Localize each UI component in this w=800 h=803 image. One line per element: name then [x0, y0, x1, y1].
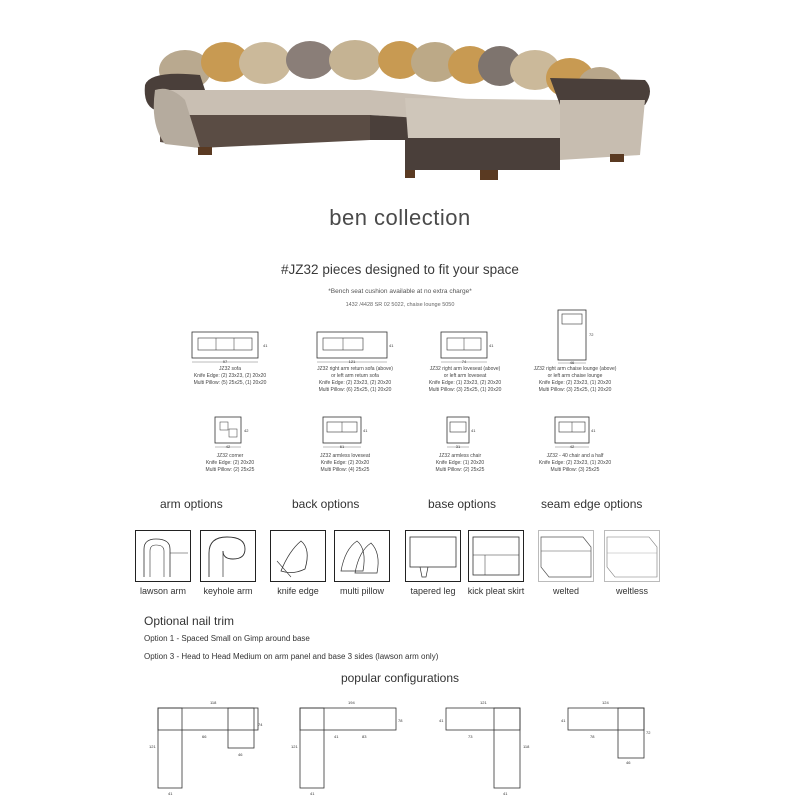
svg-text:194: 194: [348, 700, 355, 705]
piece-armless-chair: [395, 415, 525, 474]
popular-configurations-title: popular configurations: [340, 671, 460, 685]
option-welted: welted: [538, 530, 594, 596]
svg-text:74: 74: [461, 359, 467, 364]
multi-pillow-icon: [334, 530, 390, 582]
chair-and-a-half-diagram: [545, 415, 605, 451]
svg-text:118: 118: [210, 700, 217, 705]
piece-right-arm-chaise: [510, 308, 640, 394]
chaise-diagram: [550, 308, 600, 364]
svg-text:78: 78: [398, 718, 403, 723]
svg-text:121: 121: [480, 700, 487, 705]
option-multi-pillow: multi pillow: [334, 530, 390, 596]
svg-text:72: 72: [646, 730, 651, 735]
svg-text:41: 41: [591, 428, 596, 433]
config-4: [560, 698, 670, 803]
config-1: [148, 698, 268, 803]
piece-caption: JZ32 - 40 chair and a half Knife Edge: (2) 23x23, (1) 20x20 Multi Pillow: (3) 25x25: [538, 453, 612, 473]
base-options-header: base options: [428, 497, 497, 511]
kick-pleat-skirt-icon: [468, 530, 524, 582]
nail-trim-title: Optional nail trim: [144, 614, 235, 628]
back-options-header: back options: [292, 497, 360, 511]
option-weltless: weltless: [604, 530, 660, 596]
piece-caption: JZ32 right arm loveseat (above) or left arm loveseat Knife Edge: (1) 23x23, (2) 20x20 Multi Pillow: (3) 25x25, (1) 20x20: [428, 366, 502, 393]
piece-caption: JZ32 right arm return sofa (above) or left arm return sofa Knife Edge: (2) 23x23, (2) 20x20 Multi Pillow: (6) 25x25, (1) 20x20: [317, 366, 393, 393]
svg-text:66: 66: [202, 734, 207, 739]
svg-text:41: 41: [389, 343, 394, 348]
option-tapered-leg: tapered leg: [405, 530, 461, 596]
piece-armless-loveseat: [280, 415, 410, 474]
svg-text:41: 41: [561, 718, 566, 723]
svg-text:74: 74: [258, 722, 263, 727]
keyhole-arm-icon: [200, 530, 256, 582]
svg-text:121: 121: [348, 359, 356, 364]
svg-text:42: 42: [225, 444, 231, 449]
sectional-sofa-photo: [140, 30, 660, 200]
piece-caption: JZ32 right arm chaise lounge (above) or left arm chaise lounge Knife Edge: (2) 23x23, (1) 20x20 Multi Pillow: (3) 25x25, (1) 20x20: [533, 366, 617, 393]
svg-text:78: 78: [590, 734, 595, 739]
collection-title: ben collection: [329, 205, 471, 230]
svg-text:42: 42: [244, 428, 249, 433]
weltless-icon: [604, 530, 660, 582]
pieces-subtitle: *Bench seat cushion available at no extra charge*: [328, 288, 472, 295]
svg-text:72: 72: [589, 332, 594, 337]
config-3: [438, 698, 548, 803]
svg-text:46: 46: [569, 360, 575, 364]
corner-diagram: [205, 415, 255, 451]
svg-text:46: 46: [626, 760, 631, 765]
piece-caption: JZ32 sofa Knife Edge: (2) 23x23, (2) 20x20 Multi Pillow: (5) 25x25, (1) 20x20: [193, 366, 267, 386]
svg-text:41: 41: [334, 734, 339, 739]
loveseat-diagram: [435, 330, 495, 364]
svg-text:73: 73: [468, 734, 473, 739]
option-kick-pleat-skirt: kick pleat skirt: [468, 530, 524, 596]
svg-text:41: 41: [471, 428, 476, 433]
svg-text:41: 41: [168, 791, 173, 796]
piece-caption: JZ32 corner Knife Edge: (2) 20x20 Multi Pillow: (2) 25x25: [205, 453, 255, 473]
seam-edge-options-header: seam edge options: [541, 497, 643, 511]
svg-text:124: 124: [602, 700, 609, 705]
option-keyhole-arm: keyhole arm: [200, 530, 256, 596]
svg-text:31: 31: [455, 444, 461, 449]
piece-caption: JZ32 armless loveseat Knife Edge: (2) 20x20 Multi Pillow: (4) 25x25: [319, 453, 371, 473]
svg-text:121: 121: [149, 744, 156, 749]
svg-text:46: 46: [238, 752, 243, 757]
pieces-title: #JZ32 pieces designed to fit your space: [281, 262, 519, 277]
arm-options-header: arm options: [160, 497, 223, 511]
knife-edge-icon: [270, 530, 326, 582]
return-sofa-diagram: [315, 330, 395, 364]
nail-trim-option-3: Option 3 - Head to Head Medium on arm panel and base 3 sides (lawson arm only): [144, 652, 439, 661]
armless-chair-diagram: [435, 415, 485, 451]
nail-trim-option-1: Option 1 - Spaced Small on Gimp around base: [144, 634, 310, 643]
sectional-sofa-image: [140, 30, 660, 200]
sofa-depth: 41: [263, 343, 268, 348]
sofa-width: 97: [222, 359, 228, 364]
svg-text:121: 121: [291, 744, 298, 749]
svg-text:41: 41: [363, 428, 368, 433]
svg-text:61: 61: [339, 444, 345, 449]
pieces-codes: 1432 /4428 SR 02 5022, chaise lounge 5050: [345, 302, 455, 308]
armless-loveseat-diagram: [315, 415, 375, 451]
svg-text:41: 41: [489, 343, 494, 348]
svg-text:41: 41: [310, 791, 315, 796]
piece-corner: [165, 415, 295, 474]
sofa-diagram: [190, 330, 270, 364]
svg-text:42: 42: [569, 444, 575, 449]
option-lawson-arm: lawson arm: [135, 530, 191, 596]
piece-caption: JZ32 armless chair Knife Edge: (1) 20x20 Multi Pillow: (2) 25x25: [435, 453, 485, 473]
svg-text:41: 41: [439, 718, 444, 723]
piece-chair-and-a-half: [510, 415, 640, 474]
lawson-arm-icon: [135, 530, 191, 582]
svg-text:118: 118: [523, 744, 530, 749]
config-2: [290, 698, 410, 803]
piece-sofa: [165, 330, 295, 387]
svg-text:41: 41: [503, 791, 508, 796]
tapered-leg-icon: [405, 530, 461, 582]
welted-icon: [538, 530, 594, 582]
option-knife-edge: knife edge: [270, 530, 326, 596]
svg-text:83: 83: [362, 734, 367, 739]
